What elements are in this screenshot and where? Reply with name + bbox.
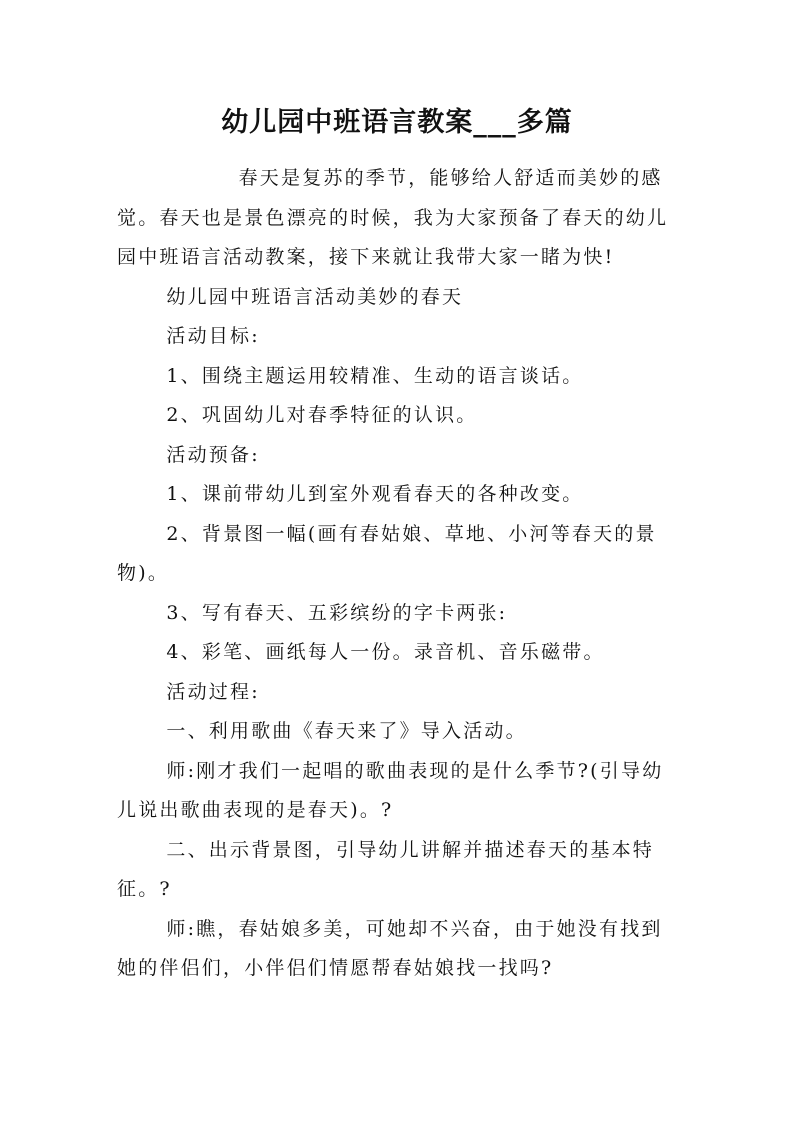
section-heading-process: 活动过程:: [166, 680, 260, 703]
goal-item-1: 1、围绕主题运用较精准、生动的语言谈话。: [166, 364, 584, 387]
process-step-1: 一、利用歌曲《春天来了》导入活动。: [166, 720, 527, 742]
section-heading-goals: 活动目标:: [166, 325, 260, 347]
preparation-item-1: 1、课前带幼儿到室外观看春天的各种改变。: [166, 483, 584, 505]
preparation-item-4: 4、彩笔、画纸每人一份。录音机、音乐磁带。: [166, 641, 605, 663]
teacher-dialogue-2: 师:瞧，春姑娘多美，可她却不兴奋，由于她没有找到她的伴侣们，小伴侣们情愿帮春姑娘找一找吗?: [117, 917, 663, 979]
document-body: [117, 159, 677, 989]
preparation-item-3: 3、写有春天、五彩缤纷的字卡两张:: [166, 601, 508, 624]
goal-item-2: 2、巩固幼儿对春季特征的认识。: [166, 404, 478, 426]
section-heading-preparation: 活动预备:: [166, 443, 260, 466]
document-title: 幼儿园中班语言教案___多篇: [221, 107, 573, 138]
activity-title: 幼儿园中班语言活动美妙的春天: [166, 285, 464, 308]
teacher-dialogue-1: 师:刚才我们一起唱的歌曲表现的是什么季节?(引导幼儿说出歌曲表现的是春天)。?: [117, 759, 664, 821]
intro-paragraph: 春天是复苏的季节，能够给人舒适而美妙的感觉。春天也是景色漂亮的时候，我为大家预备了春天的幼儿园中班语言活动教案，接下来就让我带大家一睹为快!: [117, 167, 669, 268]
preparation-item-2: 2、背景图一幅(画有春姑娘、草地、小河等春天的景物)。: [117, 522, 657, 584]
process-step-2: 二、出示背景图，引导幼儿讲解并描述春天的基本特征。?: [117, 838, 654, 900]
